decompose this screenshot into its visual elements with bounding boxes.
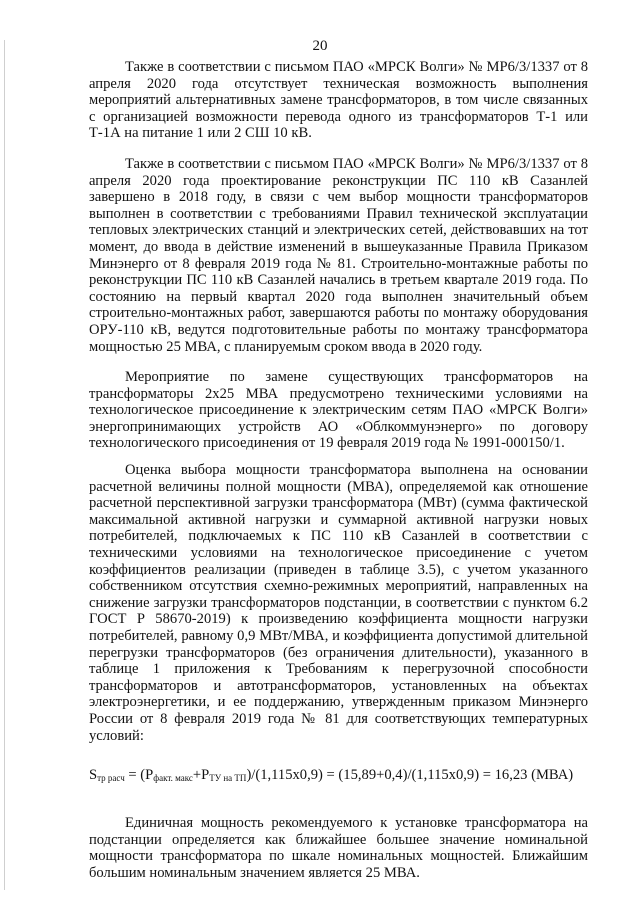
paragraph-4: Оценка выбора мощности трансформатора выполнена на основании расчетной величины полной мощности (МВА), определяемой как отношение расчетной перспективной загрузки трансформатора (МВт) (сумма фактической максимальной активной нагрузки и суммарной активной нагрузки новых потребителей, подключаемых к ПС 110 кВ Сазанлей в соответствии с техническими условиями на технологическое присоединение с учетом коэффициентов реализации (приведен в таблице 3.5), с учетом указанного собственником отсутствия схемно-режимных мероприятий, направленных на снижение загрузки трансформаторов подстанции, в соответствии с пунктом 6.2 ГОСТ Р 58670-2019) к произведению коэффициента мощности нагрузки потребителей, равному 0,9 МВт/МВА, и коэффициента допустимой длительной перегрузки трансформаторов (без ограничения длительности), указанного в таблице 1 приложения к Требованиям к перегрузочной способности трансформаторов и автотрансформаторов, установленных на объектах электроэнергетики, и ее поддержанию, утвержденным приказом Минэнерго России от 8 февраля 2019 года № 81 для соответствующих температурных условий: xyxy=(89,462,588,744)
paragraph-2: Также в соответствии с письмом ПАО «МРСК Волги» № МР6/3/1337 от 8 апреля 2020 года проектирование реконструкции ПС 110 кВ Сазанлей завершено в 2018 году, в связи с чем выбор мощности трансформаторов выполнен в соответствии с требованиями Правил технической эксплуатации тепловых электрических станций и электрических сетей, действовавших на тот момент, до ввода в действие изменений в вышеуказанные Правила Приказом Минэнерго от 8 февраля 2019 года № 81. Строительно-монтажные работы по реконструкции ПС 110 кВ Сазанлей начались в третьем квартале 2019 года. По состоянию на первый квартал 2020 года выполнен значительный объем строительно-монтажных работ, завершаются работы по монтажу оборудования ОРУ-110 кВ, ведутся подготовительные работы по монтажу трансформатора мощностью 25 МВА, с планируемым сроком ввода в 2020 году. xyxy=(89,155,588,355)
formula-p2-subscript: ТУ на ТП xyxy=(209,773,247,784)
formula-p1-subscript: факт. макс xyxy=(153,773,193,784)
formula-s: S xyxy=(89,767,98,784)
body-text xyxy=(89,59,588,896)
paragraph-1: Также в соответствии с письмом ПАО «МРСК Волги» № МР6/3/1337 от 8 апреля 2020 года отсутствует техническая возможность выполнения мероприятий альтернативных замене трансформаторов, в том числе связанных с организацией возможности перевода одного из трансформаторов Т-1 или Т-1А на питание 1 или 2 СШ 10 кВ. xyxy=(89,59,588,142)
formula-plus: +P xyxy=(192,767,210,784)
formula-s-subscript: тр расч xyxy=(97,773,125,784)
power-formula xyxy=(89,766,588,787)
formula-result: )/(1,115x0,9) = (15,89+0,4)/(1,115x0,9) = 16,23 (МВА) xyxy=(246,767,574,784)
paragraph-5: Единичная мощность рекомендуемого к установке трансформатора на подстанции определяется как ближайшее большее значение номинальной мощности трансформатора по шкале номинальных мощностей. Ближайшим большим номинальным значением является 25 МВА. xyxy=(89,815,588,881)
paragraph-3: Мероприятие по замене существующих трансформаторов на трансформаторы 2х25 МВА предусмотрено техническими условиями на технологическое присоединение к электрическим сетям ПАО «МРСК Волги» энергопринимающих устройств АО «Облкоммунэнерго» по договору технологического присоединения от 19 февраля 2019 года № 1991-000150/1. xyxy=(89,369,588,452)
formula-eq-open: = (P xyxy=(124,767,154,784)
scan-edge-line xyxy=(4,40,5,890)
page-number: 20 xyxy=(312,38,328,54)
